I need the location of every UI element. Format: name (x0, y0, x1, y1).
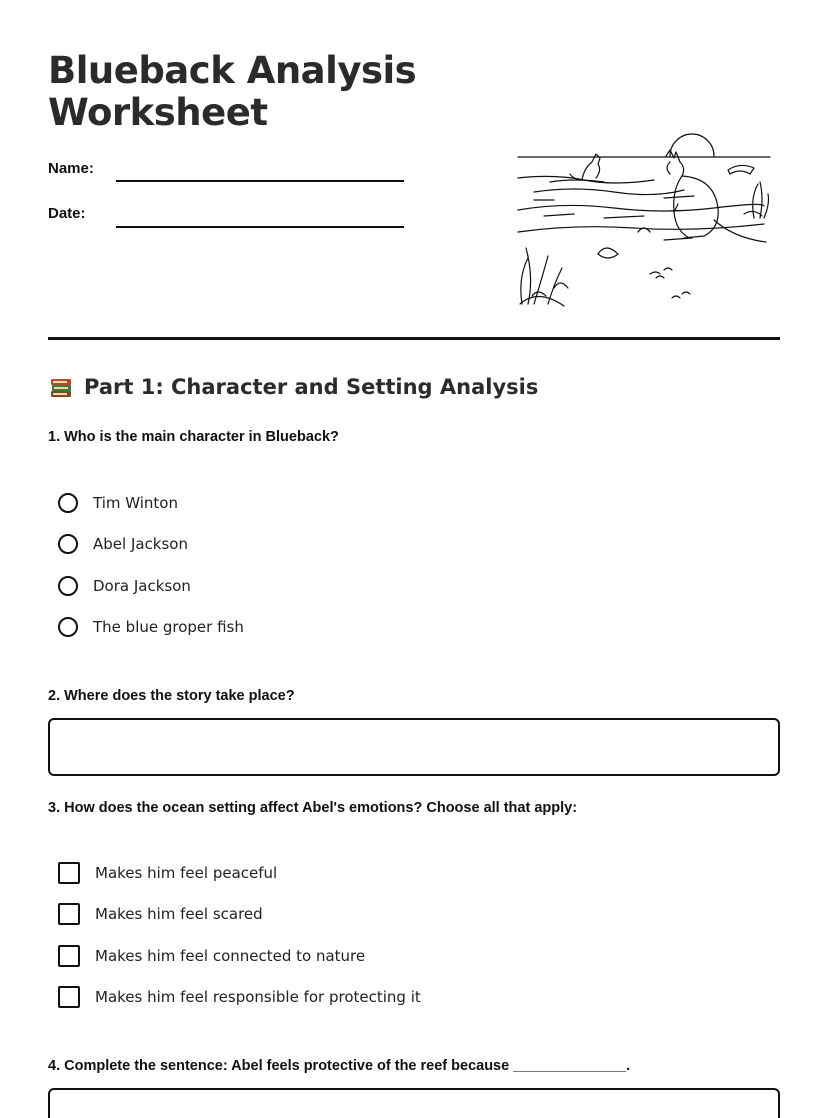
q1-option[interactable] (58, 491, 178, 515)
q3-option-label: Makes him feel responsible for protecting it (95, 988, 421, 1006)
worksheet-title (48, 50, 416, 134)
checkbox[interactable] (58, 903, 80, 925)
radio-button[interactable] (58, 534, 78, 554)
title-line-1: Blueback Analysis (48, 49, 417, 92)
q1-option-label: Abel Jackson (93, 535, 188, 553)
kangaroo-beach-illustration (514, 128, 776, 310)
q1-option-label: Dora Jackson (93, 577, 191, 595)
date-label: Date: (48, 205, 86, 222)
question-4: 4. Complete the sentence: Abel feels protective of the reef because ______________. (48, 1058, 631, 1074)
q1-option[interactable] (58, 574, 191, 598)
q3-option[interactable] (58, 861, 277, 885)
question-3: 3. How does the ocean setting affect Abel's emotions? Choose all that apply: (48, 800, 578, 816)
name-label: Name: (48, 160, 94, 177)
q1-option[interactable] (58, 615, 244, 639)
q2-answer-box[interactable] (48, 718, 780, 776)
name-field[interactable] (116, 180, 404, 182)
question-1: 1. Who is the main character in Blueback? (48, 429, 339, 445)
checkbox[interactable] (58, 945, 80, 967)
title-line-2: Worksheet (48, 91, 268, 134)
radio-button[interactable] (58, 493, 78, 513)
part1-heading (48, 374, 538, 400)
checkbox[interactable] (58, 986, 80, 1008)
q3-option-label: Makes him feel connected to nature (95, 947, 366, 965)
section-divider (48, 337, 780, 340)
question-2: 2. Where does the story take place? (48, 688, 295, 704)
q3-option-label: Makes him feel peaceful (95, 864, 278, 882)
checkbox[interactable] (58, 862, 80, 884)
radio-button[interactable] (58, 576, 78, 596)
q3-option-label: Makes him feel scared (95, 905, 263, 923)
books-icon (48, 374, 74, 400)
part1-heading-text: Part 1: Character and Setting Analysis (84, 375, 539, 399)
radio-button[interactable] (58, 617, 78, 637)
q1-option[interactable] (58, 532, 188, 556)
q3-option[interactable] (58, 902, 263, 926)
q3-option[interactable] (58, 944, 365, 968)
q4-answer-box[interactable] (48, 1088, 780, 1118)
q1-option-label: Tim Winton (93, 494, 178, 512)
date-field[interactable] (116, 226, 404, 228)
q3-option[interactable] (58, 985, 421, 1009)
q1-option-label: The blue groper fish (93, 618, 244, 636)
